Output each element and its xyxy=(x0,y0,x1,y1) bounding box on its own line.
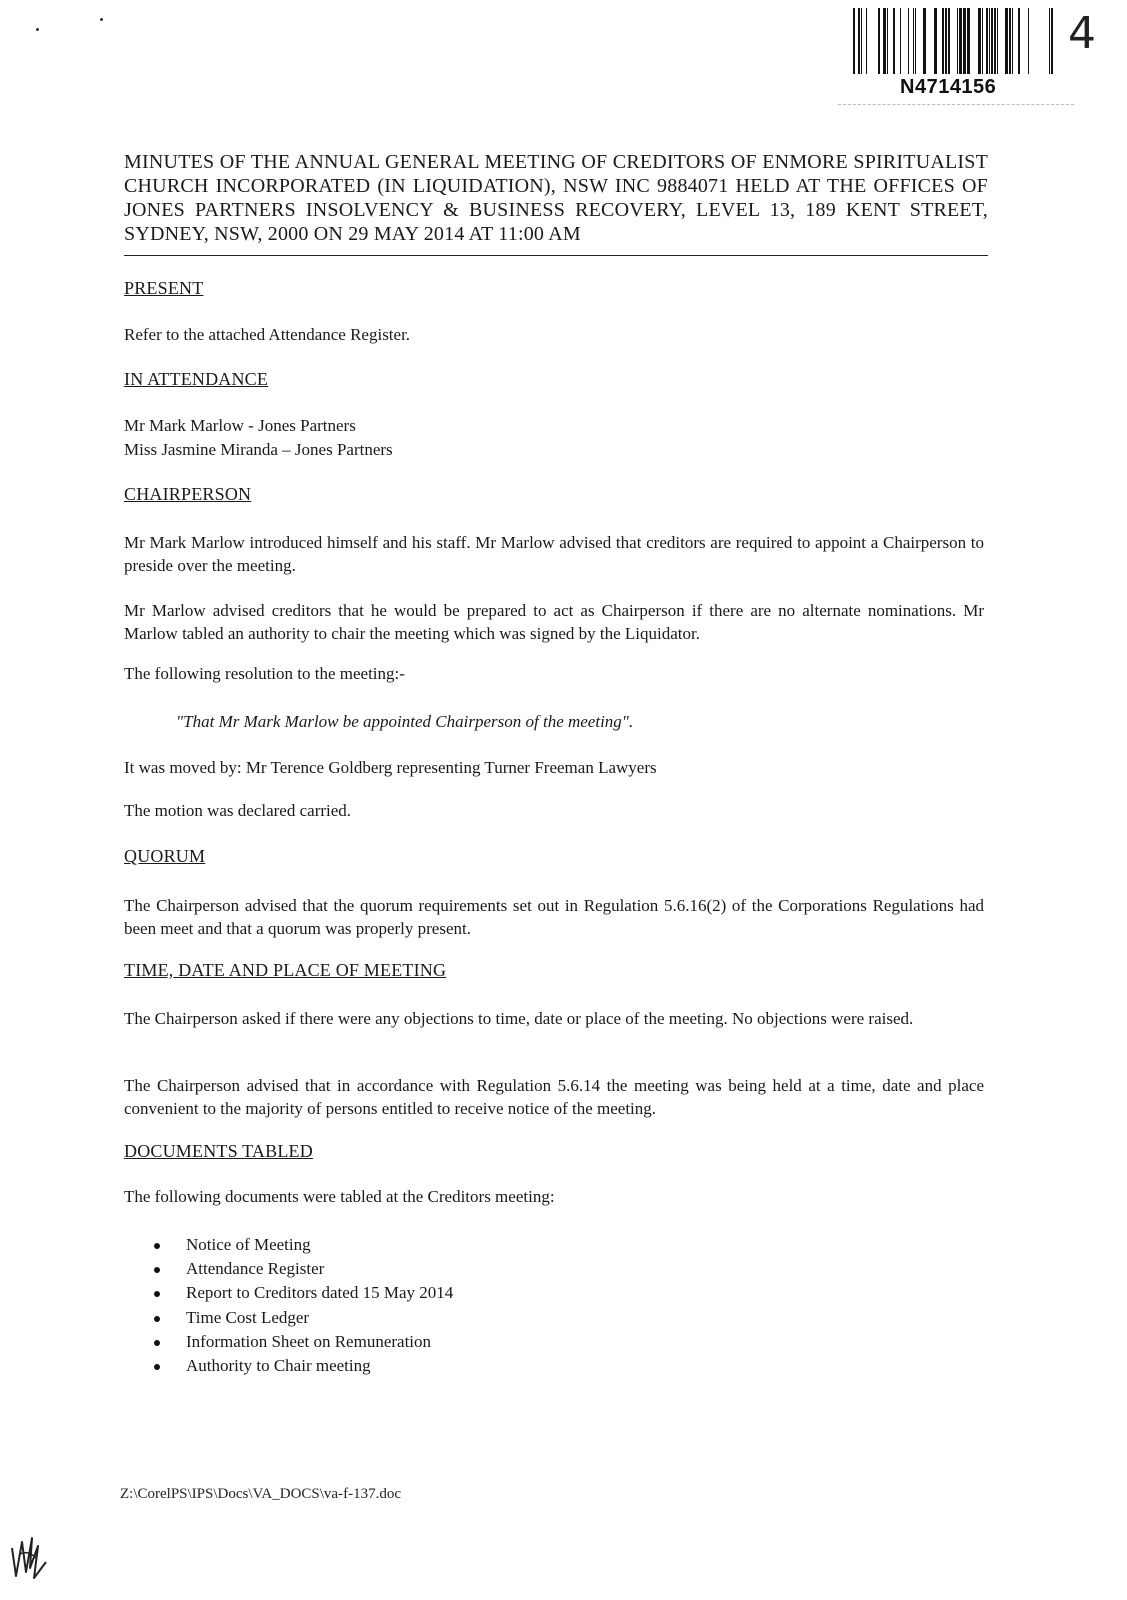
barcode-bar xyxy=(1009,8,1011,74)
heading-quorum: QUORUM xyxy=(124,846,206,866)
barcode-bar xyxy=(991,8,993,74)
heading-in-attendance: IN ATTENDANCE xyxy=(124,369,269,389)
barcode-bar xyxy=(878,8,880,74)
barcode-bar xyxy=(853,8,855,74)
barcode-bar xyxy=(1049,8,1050,74)
barcode-bar xyxy=(900,8,901,74)
time-date-place-para-1: The Chairperson asked if there were any objections to time, date or place of the meeting. No objections were raised. xyxy=(124,1009,914,1028)
barcode-bar xyxy=(948,8,950,74)
barcode-bar xyxy=(883,8,886,74)
scan-speck xyxy=(36,28,39,31)
barcode-bar xyxy=(997,8,998,74)
documents-list xyxy=(154,1233,453,1378)
resolution-intro: The following resolution to the meeting:- xyxy=(124,664,405,683)
barcode-bar xyxy=(994,8,996,74)
barcode-bar xyxy=(887,8,888,74)
present-text: Refer to the attached Attendance Register. xyxy=(124,325,411,344)
barcode-bar xyxy=(1018,8,1020,74)
barcode-bar xyxy=(1005,8,1008,74)
barcode-bar xyxy=(986,8,988,74)
barcode-bar xyxy=(934,8,937,74)
resolution-text: "That Mr Mark Marlow be appointed Chairperson of the meeting". xyxy=(176,712,634,731)
initials-signature xyxy=(6,1524,52,1584)
time-date-place-para-2: The Chairperson advised that in accordance with Regulation 5.6.14 the meeting was being held at a time, date and place convenient to the majority of persons entitled to receive notice of the meeting. xyxy=(124,1076,984,1118)
barcode-bar xyxy=(915,8,916,74)
barcode-bar xyxy=(1028,8,1029,74)
barcode-bar xyxy=(957,8,958,74)
title-divider xyxy=(124,255,988,256)
motion-outcome: The motion was declared carried. xyxy=(124,801,352,820)
barcode-bar xyxy=(913,8,914,74)
barcode-number: N4714156 xyxy=(900,76,997,98)
barcode-bar xyxy=(861,8,862,74)
heading-time-date-place: TIME, DATE AND PLACE OF MEETING xyxy=(124,960,447,980)
scan-speck xyxy=(100,18,103,21)
handwritten-page-number: 4 xyxy=(1068,8,1096,59)
barcode-bar xyxy=(893,8,895,74)
barcode-bar xyxy=(989,8,990,74)
moved-by: It was moved by: Mr Terence Goldberg representing Turner Freeman Lawyers xyxy=(124,758,657,777)
barcode-bar xyxy=(945,8,947,74)
list-item: Notice of Meeting xyxy=(154,1233,453,1257)
list-item: Authority to Chair meeting xyxy=(154,1354,453,1378)
barcode-bar xyxy=(923,8,926,74)
barcode-bar xyxy=(967,8,970,74)
document-title: MINUTES OF THE ANNUAL GENERAL MEETING OF CREDITORS OF ENMORE SPIRITUALIST CHURCH INCORPORATED (IN LIQUIDATION), NSW INC 9884071 HELD AT THE OFFICES OF JONES PARTNERS INSOLVENCY & BUSINESS RECOVERY, LEVEL 13, 189 KENT STREET, SYDNEY, NSW, 2000 ON 29 MAY 2014 AT 11:00 AM xyxy=(124,151,988,245)
barcode xyxy=(853,8,1053,74)
scan-dash-line xyxy=(838,104,1074,105)
heading-chairperson: CHAIRPERSON xyxy=(124,484,252,504)
barcode-bar xyxy=(1051,8,1053,74)
documents-intro: The following documents were tabled at the Creditors meeting: xyxy=(124,1187,555,1206)
attendee: Mr Mark Marlow - Jones Partners xyxy=(124,416,356,435)
barcode-bar xyxy=(866,8,867,74)
chairperson-para-2: Mr Marlow advised creditors that he would be prepared to act as Chairperson if there are no alternate nominations. Mr Marlow tabled an authority to chair the meeting which was signed by the Liquidator. xyxy=(124,601,984,643)
chairperson-para-1: Mr Mark Marlow introduced himself and his staff. Mr Marlow advised that creditors are required to appoint a Chairperson to preside over the meeting. xyxy=(124,533,984,575)
barcode-bar xyxy=(959,8,962,74)
list-item: Attendance Register xyxy=(154,1257,453,1281)
heading-documents-tabled: DOCUMENTS TABLED xyxy=(124,1141,313,1161)
barcode-bar xyxy=(982,8,983,74)
barcode-bar xyxy=(908,8,909,74)
list-item: Time Cost Ledger xyxy=(154,1306,453,1330)
heading-present: PRESENT xyxy=(124,278,204,298)
barcode-bar xyxy=(858,8,860,74)
barcode-bar xyxy=(942,8,944,74)
list-item: Information Sheet on Remuneration xyxy=(154,1330,453,1354)
barcode-bar xyxy=(1012,8,1013,74)
barcode-bar xyxy=(963,8,966,74)
barcode-bar xyxy=(978,8,981,74)
list-item: Report to Creditors dated 15 May 2014 xyxy=(154,1281,453,1305)
footer-file-path: Z:\CorelPS\IPS\Docs\VA_DOCS\va-f-137.doc xyxy=(120,1486,401,1502)
attendee: Miss Jasmine Miranda – Jones Partners xyxy=(124,440,393,459)
quorum-text: The Chairperson advised that the quorum requirements set out in Regulation 5.6.16(2) of the Corporations Regulations had been meet and that a quorum was properly present. xyxy=(124,896,984,938)
